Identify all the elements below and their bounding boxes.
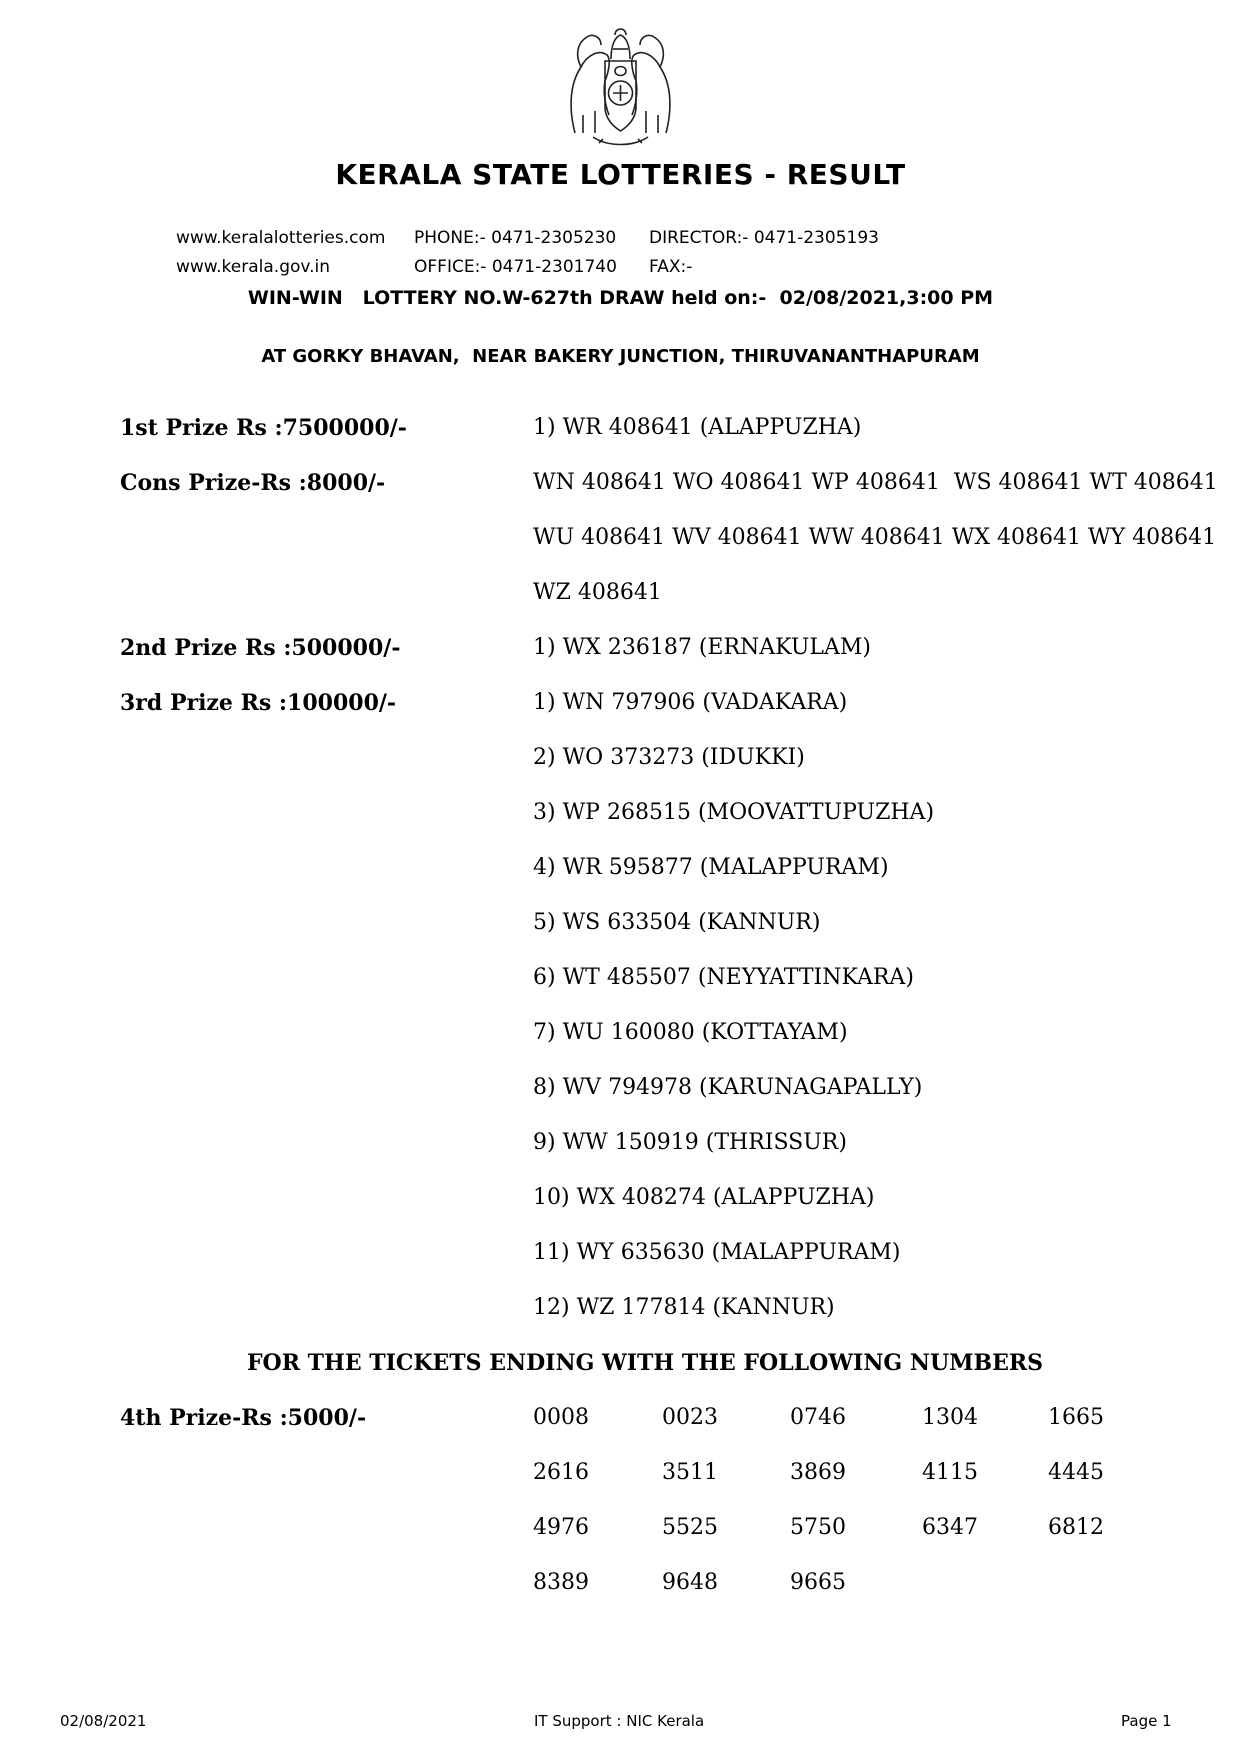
footer-page-number: Page 1 xyxy=(1121,1712,1172,1730)
website-link-kerala-gov[interactable]: www.kerala.gov.in xyxy=(176,257,331,277)
fourth-prize-number: 5525 xyxy=(662,1515,718,1540)
footer-date: 02/08/2021 xyxy=(60,1712,147,1730)
fourth-prize-number: 1304 xyxy=(922,1405,978,1430)
fourth-prize-number: 0008 xyxy=(533,1405,589,1430)
draw-info: WIN-WIN LOTTERY NO.W-627th DRAW held on:- 02/08/2021,3:00 PM xyxy=(247,287,994,309)
first-prize-result: 1) WR 408641 (ALAPPUZHA) xyxy=(533,415,862,440)
second-prize-label: 2nd Prize Rs :500000/- xyxy=(120,635,401,661)
third-prize-result: 9) WW 150919 (THRISSUR) xyxy=(533,1130,847,1155)
fourth-prize-number: 3869 xyxy=(790,1460,846,1485)
fourth-prize-number: 9665 xyxy=(790,1570,846,1595)
fourth-prize-number: 5750 xyxy=(790,1515,846,1540)
fourth-prize-number: 8389 xyxy=(533,1570,589,1595)
fourth-prize-number: 9648 xyxy=(662,1570,718,1595)
kerala-state-emblem-icon xyxy=(563,15,678,155)
fourth-prize-label: 4th Prize-Rs :5000/- xyxy=(120,1405,367,1431)
third-prize-result: 11) WY 635630 (MALAPPURAM) xyxy=(533,1240,901,1265)
website-link-keralalotteries[interactable]: www.keralalotteries.com xyxy=(176,228,386,248)
third-prize-result: 4) WR 595877 (MALAPPURAM) xyxy=(533,855,889,880)
fourth-prize-number: 6347 xyxy=(922,1515,978,1540)
director-number: DIRECTOR:- 0471-2305193 xyxy=(649,228,879,248)
cons-prize-line: WU 408641 WV 408641 WW 408641 WX 408641 WY 408641 xyxy=(533,525,1217,550)
third-prize-result: 7) WU 160080 (KOTTAYAM) xyxy=(533,1020,848,1045)
third-prize-result: 12) WZ 177814 (KANNUR) xyxy=(533,1295,835,1320)
fourth-prize-number: 0023 xyxy=(662,1405,718,1430)
phone-number: PHONE:- 0471-2305230 xyxy=(414,228,617,248)
venue-info: AT GORKY BHAVAN, NEAR BAKERY JUNCTION, THIRUVANANTHAPURAM xyxy=(261,346,980,367)
cons-prize-line: WZ 408641 xyxy=(533,580,662,605)
ending-numbers-heading: FOR THE TICKETS ENDING WITH THE FOLLOWING NUMBERS xyxy=(246,1350,1044,1376)
third-prize-result: 1) WN 797906 (VADAKARA) xyxy=(533,690,848,715)
fourth-prize-number: 0746 xyxy=(790,1405,846,1430)
third-prize-result: 5) WS 633504 (KANNUR) xyxy=(533,910,821,935)
third-prize-result: 10) WX 408274 (ALAPPUZHA) xyxy=(533,1185,875,1210)
footer-support: IT Support : NIC Kerala xyxy=(534,1712,705,1730)
fourth-prize-number: 6812 xyxy=(1048,1515,1104,1540)
office-number: OFFICE:- 0471-2301740 xyxy=(414,257,617,277)
page-title: KERALA STATE LOTTERIES - RESULT xyxy=(335,158,906,191)
cons-prize-label: Cons Prize-Rs :8000/- xyxy=(120,470,386,496)
second-prize-result: 1) WX 236187 (ERNAKULAM) xyxy=(533,635,871,660)
fax-number: FAX:- xyxy=(649,257,693,277)
first-prize-label: 1st Prize Rs :7500000/- xyxy=(120,415,407,441)
fourth-prize-number: 3511 xyxy=(662,1460,718,1485)
third-prize-label: 3rd Prize Rs :100000/- xyxy=(120,690,397,716)
fourth-prize-number: 4115 xyxy=(922,1460,978,1485)
third-prize-result: 2) WO 373273 (IDUKKI) xyxy=(533,745,805,770)
fourth-prize-number: 2616 xyxy=(533,1460,589,1485)
cons-prize-line: WN 408641 WO 408641 WP 408641 WS 408641 WT 408641 xyxy=(533,470,1218,495)
fourth-prize-number: 4976 xyxy=(533,1515,589,1540)
third-prize-result: 3) WP 268515 (MOOVATTUPUZHA) xyxy=(533,800,935,825)
third-prize-result: 6) WT 485507 (NEYYATTINKARA) xyxy=(533,965,914,990)
fourth-prize-number: 4445 xyxy=(1048,1460,1104,1485)
third-prize-result: 8) WV 794978 (KARUNAGAPALLY) xyxy=(533,1075,923,1100)
fourth-prize-number: 1665 xyxy=(1048,1405,1104,1430)
